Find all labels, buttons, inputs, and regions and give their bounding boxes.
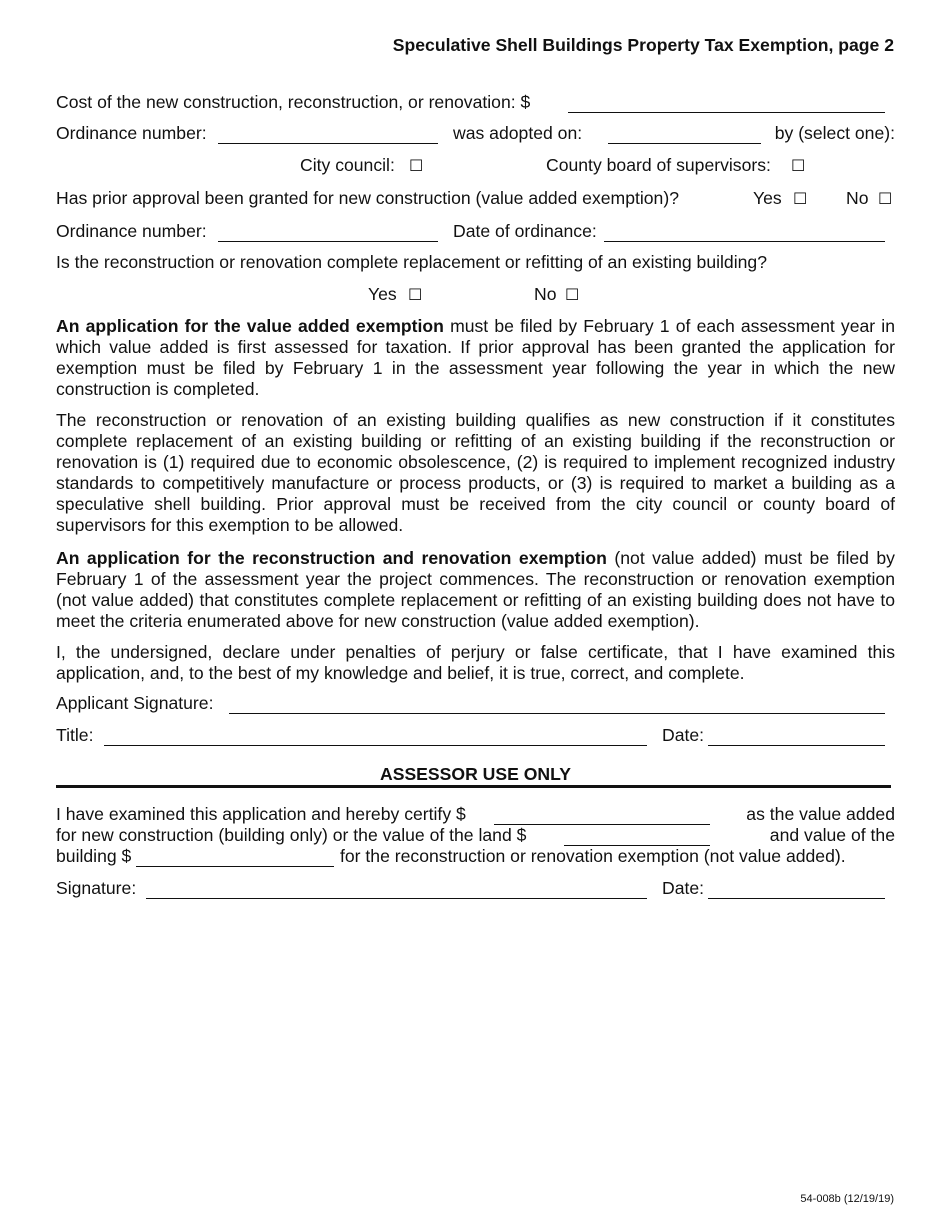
county-board-label: County board of supervisors: — [546, 155, 771, 175]
adopting-body-row — [56, 155, 895, 179]
assessor-line-1-suffix: as the value added — [746, 804, 895, 824]
ordinance-number-input[interactable] — [218, 143, 438, 144]
applicant-signature-label: Applicant Signature: — [56, 693, 214, 713]
assessor-line-1-text: I have examined this application and hereby certify $ — [56, 804, 466, 824]
renovation-exemption-bold: An application for the reconstruction and renovation exemption — [56, 548, 607, 568]
form-number: 54-008b (12/19/19) — [800, 1193, 894, 1205]
ordinance-number-2-input[interactable] — [218, 241, 438, 242]
header-title-rest: Property Tax Exemption, page 2 — [622, 35, 894, 55]
date-of-ordinance-input[interactable] — [604, 241, 885, 242]
county-board-checkbox[interactable]: ☐ — [791, 156, 806, 175]
declaration-paragraph — [56, 642, 895, 684]
ordinance-number-2-label: Ordinance number: — [56, 221, 207, 241]
prior-approval-yes-label: Yes — [753, 188, 782, 208]
cost-input[interactable] — [568, 112, 885, 113]
applicant-date-input[interactable] — [708, 745, 885, 746]
assessor-line-3-suffix: for the reconstruction or renovation exemption (not value added). — [340, 846, 846, 866]
date-of-ordinance-label: Date of ordinance: — [453, 221, 597, 241]
assessor-signature-row — [56, 878, 895, 902]
value-added-text: must be filed by February 1 of each assessment year in which value added is first assessed for taxation. If prior approval has been granted the application for exemption must be filed by February 1 in the assessment year following the year in which the new construction is completed. — [56, 316, 895, 399]
prior-approval-no-checkbox[interactable]: ☐ — [878, 189, 893, 208]
title-date-row — [56, 725, 895, 749]
header-title-bold: Speculative Shell Buildings — [392, 35, 623, 55]
assessor-signature-label: Signature: — [56, 878, 137, 898]
applicant-date-label: Date: — [662, 725, 705, 745]
city-council-checkbox[interactable]: ☐ — [409, 156, 424, 175]
renovation-exemption-text: (not value added) must be filed by February 1 of the assessment year the project commences. The reconstruction or renovation exemption (not value added) that constitutes complete replacement or refitting of an existing building does not have to meet the criteria enumerated above for new construction (value added exemption). — [56, 548, 895, 631]
reconstruction-text: The reconstruction or renovation of an existing building qualifies as new construction if it constitutes complete replacement of an existing building or refitting of an existing building if the reconstruction or renovation is (1) required due to economic obsolescence, (2) is required to implement recognized industry standards to competitively manufacture or process products, or (3) is required to market a building as a speculative shell building. Prior approval must be received from the city council or county board of supervisors for this exemption to be allowed. — [56, 410, 895, 535]
ordinance-date-row — [56, 221, 895, 245]
cost-label: Cost of the new construction, reconstruction, or renovation: $ — [56, 92, 531, 112]
select-one-label: by (select one): — [774, 123, 895, 143]
assessor-line-2-suffix: and value of the — [769, 825, 895, 845]
replacement-no-checkbox[interactable]: ☐ — [565, 285, 580, 304]
prior-approval-row — [56, 188, 895, 212]
applicant-signature-input[interactable] — [229, 713, 885, 714]
replacement-yes-checkbox[interactable]: ☐ — [408, 285, 423, 304]
declaration-text: I, the undersigned, declare under penalties of perjury or false certificate, that I have examined this application, and, to the best of my knowledge and belief, it is true, correct, and complete. — [56, 642, 895, 683]
value-added-paragraph — [56, 316, 895, 400]
adopted-on-label: was adopted on: — [453, 123, 583, 143]
section-divider — [56, 785, 891, 788]
replacement-no-label: No — [534, 284, 557, 304]
assessor-signature-input[interactable] — [146, 898, 647, 899]
value-added-bold: An application for the value added exemption — [56, 316, 444, 336]
prior-approval-no-label: No — [846, 188, 869, 208]
ordinance-row — [56, 123, 895, 147]
replacement-question: Is the reconstruction or renovation complete replacement or refitting of an existing building? — [56, 252, 767, 272]
prior-approval-question: Has prior approval been granted for new construction (value added exemption)? — [56, 188, 679, 208]
assessor-section-title: ASSESSOR USE ONLY — [380, 764, 571, 784]
renovation-exemption-paragraph — [56, 548, 895, 632]
city-council-label: City council: — [300, 155, 395, 175]
page-header — [393, 35, 894, 56]
replacement-row — [56, 252, 895, 276]
assessor-line-2-text: for new construction (building only) or the value of the land $ — [56, 825, 527, 845]
applicant-signature-row — [56, 693, 895, 717]
adopted-on-input[interactable] — [608, 143, 761, 144]
cost-row — [56, 92, 895, 116]
building-value-input[interactable] — [136, 866, 334, 867]
replacement-yes-label: Yes — [368, 284, 397, 304]
assessor-line-3-text: building $ — [56, 846, 132, 866]
assessor-date-label: Date: — [662, 878, 705, 898]
assessor-line-3 — [56, 846, 895, 870]
assessor-date-input[interactable] — [708, 898, 885, 899]
replacement-options-row — [56, 284, 895, 308]
ordinance-number-label: Ordinance number: — [56, 123, 207, 143]
reconstruction-paragraph — [56, 410, 895, 536]
title-label: Title: — [56, 725, 94, 745]
prior-approval-yes-checkbox[interactable]: ☐ — [793, 189, 808, 208]
title-input[interactable] — [104, 745, 647, 746]
